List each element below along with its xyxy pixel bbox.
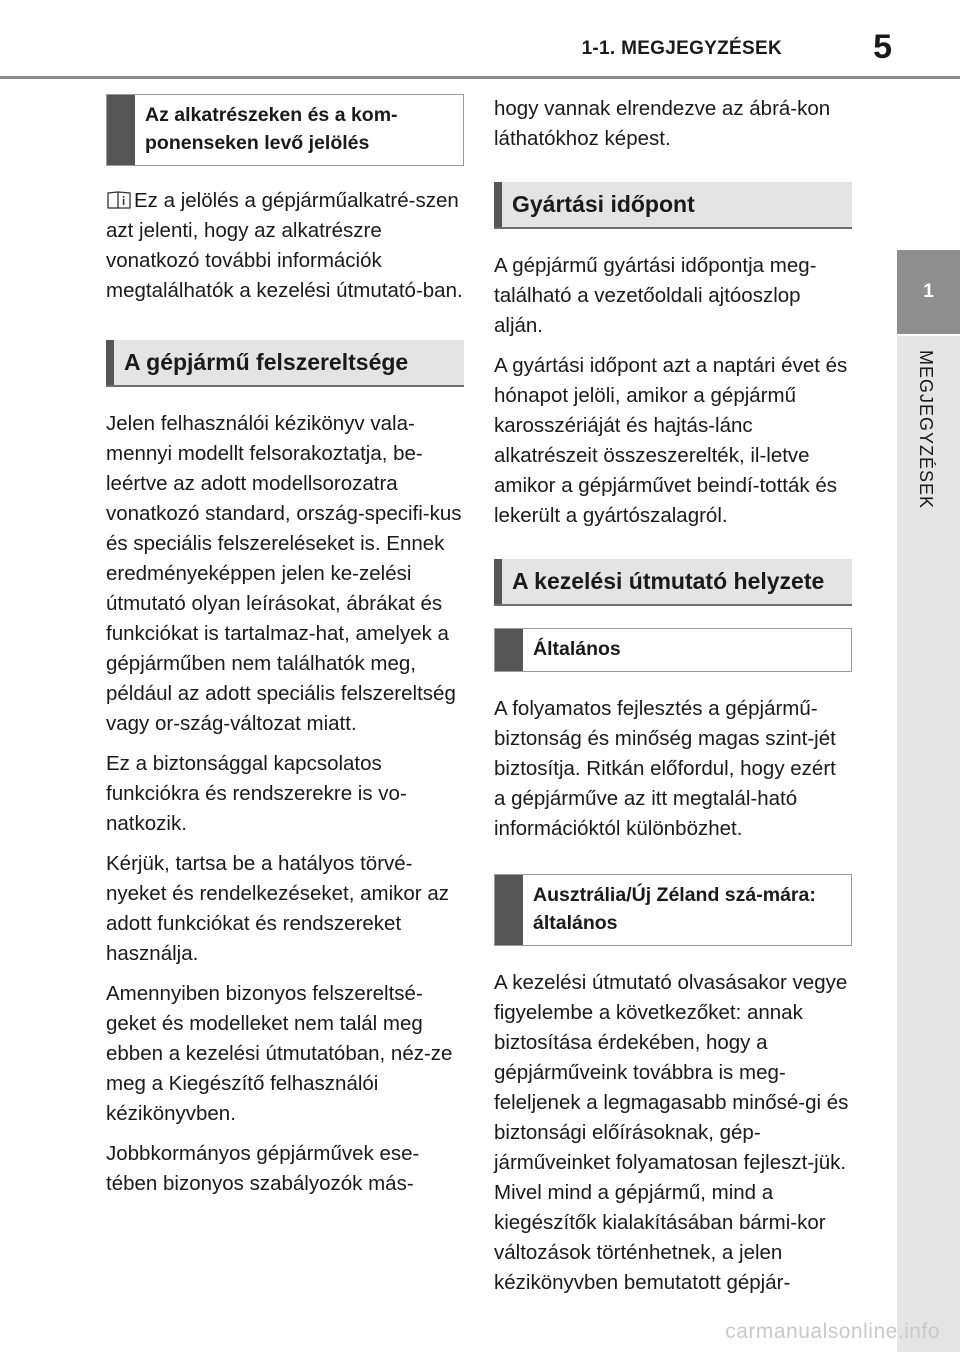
section-manual-status <box>494 559 852 606</box>
paragraph: Kérjük, tartsa be a hatályos törvé-nyeket és rendelkezéseket, amikor az adott funkciókat és rendszereket használja. <box>106 852 449 965</box>
left-column <box>106 94 464 1209</box>
section-equipment <box>106 340 464 387</box>
paragraph: hogy vannak elrendezve az ábrá-kon láthatókhoz képest. <box>494 97 831 150</box>
section-bar <box>106 340 114 385</box>
paragraph: A gyártási időpont azt a naptári évet és hónapot jelöli, amikor a gépjármű karosszériáját és hajtás-lánc alkatrészeit összeszerelték, il-letve amikor a gépjárművet beindí-tották és lekerült a gyártószalagról. <box>494 354 848 527</box>
section-bar <box>494 182 502 227</box>
paragraph: A gépjármű gyártási időpontja meg-található a vezetőoldali ajtóoszlop alján. <box>494 254 817 337</box>
subheading-general <box>494 628 852 672</box>
subheading-bar <box>495 875 523 945</box>
subheading-text: Ausztrália/Új Zéland szá-mára: általános <box>533 884 816 934</box>
subheading-text: Az alkatrészeken és a kom-ponenseken levő jelölés <box>145 104 398 154</box>
section-title: Gyártási időpont <box>512 191 695 217</box>
paragraph: Amennyiben bizonyos felszereltsé-geket és modelleket nem talál meg ebben a kezelési útmutatóban, néz-ze meg a Kiegészítő felhasználói kézikönyvben. <box>106 982 453 1125</box>
right-column <box>494 94 852 1308</box>
subheading-text: Általános <box>533 638 621 660</box>
header-rule <box>0 76 960 79</box>
section-production-date <box>494 182 852 229</box>
manual-info-icon <box>106 190 132 210</box>
note-text: Ez a jelölés a gépjárműalkatré-szen azt jelenti, hogy az alkatrészre vonatkozó további információk megtalálhatók a kezelési útmutató-ban. <box>106 189 463 302</box>
subheading-markings <box>106 94 464 166</box>
note-paragraph <box>106 186 464 306</box>
section-title: A gépjármű felszereltsége <box>124 349 409 375</box>
paragraph: Ez a biztonsággal kapcsolatos funkciókra és rendszerekre is vo-natkozik. <box>106 752 407 835</box>
page-number: 5 <box>873 28 892 66</box>
paragraph: Jelen felhasználói kézikönyv vala-mennyi modellt felsorakoztatja, be-leértve az adott modellsorozatra vonatkozó standard, ország-specifi-kus és speciális felszereléseket is. Ennek eredményeképpen jelen ke-zelési útmutató olyan leírásokat, ábrákat és funkciókat is tartalmaz-hat, amelyek a gépjárműben nem találhatók meg, például az adott speciális felszereltség vagy or-szág-változat miatt. <box>106 412 462 735</box>
side-tab-number: 1 <box>897 250 960 334</box>
subheading-bar <box>495 629 523 671</box>
section-title: A kezelési útmutató helyzete <box>512 568 825 594</box>
section-bar <box>494 559 502 604</box>
paragraph: A folyamatos fejlesztés a gépjármű-biztonság és minőség magas szint-jét biztosítja. Ritkán előfordul, hogy ezért a gépjárműve az itt megtalál-ható információktól különbözhet. <box>494 697 836 840</box>
subheading-bar <box>107 95 135 165</box>
paragraph: Jobbkormányos gépjárművek ese-tében bizonyos szabályozók más- <box>106 1142 420 1195</box>
header-title: 1-1. MEGJEGYZÉSEK <box>581 38 782 59</box>
watermark: carmanualsonline.info <box>725 1320 940 1343</box>
side-tab-label: MEGJEGYZÉSEK <box>916 350 936 510</box>
subheading-australia <box>494 874 852 946</box>
paragraph: A kezelési útmutató olvasásakor vegye figyelembe a következőket: annak biztosítása érdekében, hogy a gépjárműveink továbbra is meg-feleljenek a legmagasabb minősé-gi és biztonsági előírásoknak, gép-járműveinket folyamatosan fejleszt-jük. Mivel mind a gépjármű, mind a kiegészítők kialakításában bármi-kor változások történhetnek, a jelen kézikönyvben bemutatott gépjár- <box>494 971 849 1294</box>
